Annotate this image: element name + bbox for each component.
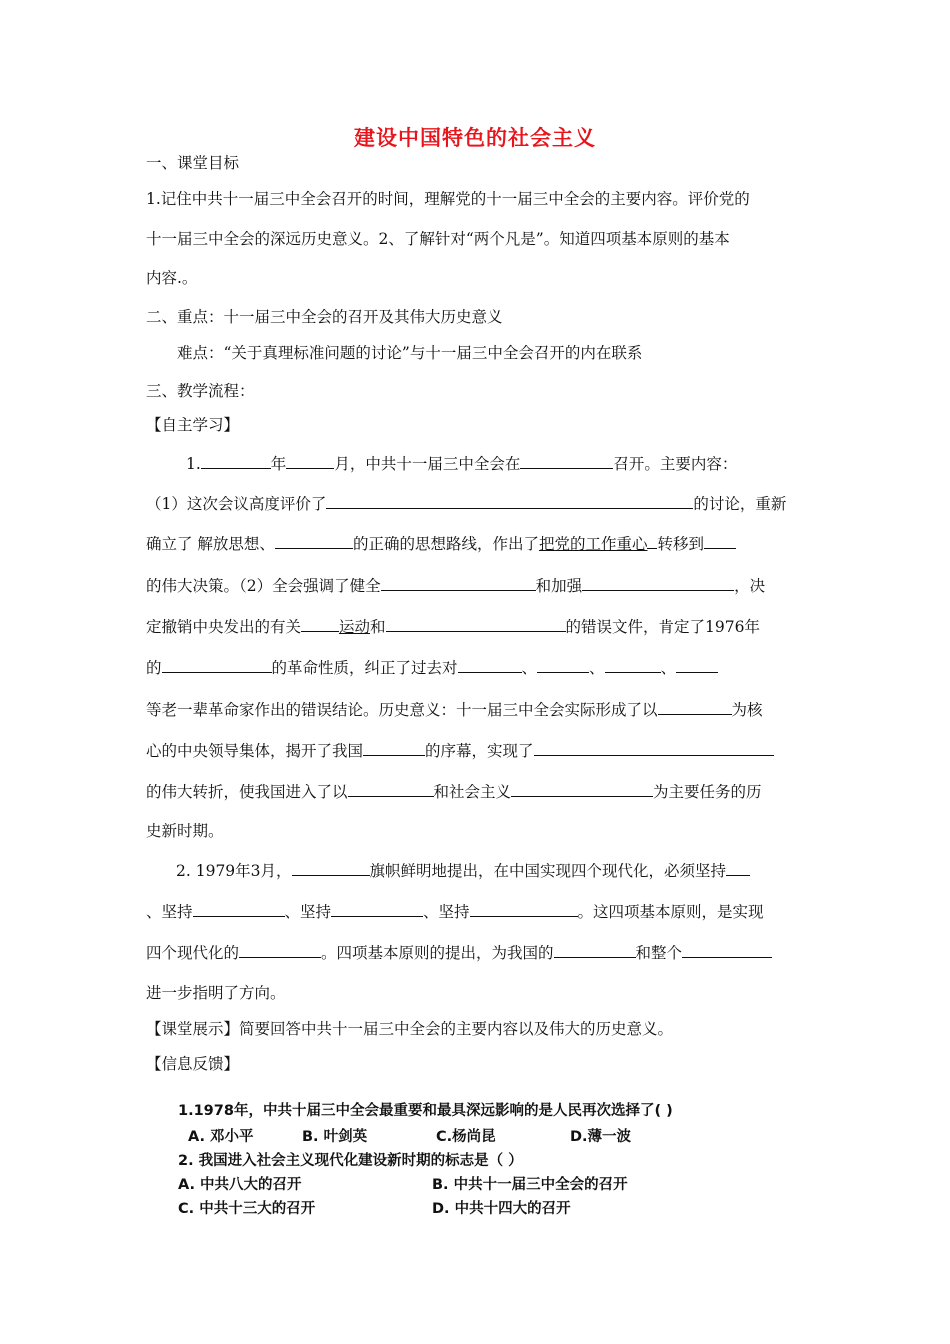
blank-task-2[interactable] xyxy=(511,780,653,797)
part2-line-3: 四个现代化的 。四项基本原则的提出，为我国的 和整个 xyxy=(146,941,806,963)
goals-line-2: 十一届三中全会的深远历史意义。2、了解针对“两个凡是”。知道四项基本原则的基本 xyxy=(146,230,730,248)
q2-option-d[interactable]: D. 中共十四大的召开 xyxy=(432,1201,571,1217)
section-goals-heading: 一、课堂目标 xyxy=(146,154,240,172)
blank-month[interactable] xyxy=(286,452,334,469)
q2-option-b[interactable]: B. 中共十一届三中全会的召开 xyxy=(432,1177,628,1193)
goals-line-3: 内容.。 xyxy=(146,269,198,287)
fill-line-10: 史新时期。 xyxy=(146,822,224,840)
blank-person-3[interactable] xyxy=(605,656,661,673)
q2-option-a[interactable]: A. 中共八大的召开 xyxy=(178,1177,302,1193)
blank-country-task[interactable] xyxy=(554,941,636,958)
part2-line-1: 2. 1979年3月， 旗帜鲜明地提出，在中国实现四个现代化，必须坚持 xyxy=(176,859,836,881)
blank-event[interactable] xyxy=(162,656,272,673)
blank-movement[interactable] xyxy=(386,615,566,632)
q1-option-d[interactable]: D.薄一波 xyxy=(570,1129,632,1145)
part2-line-2: 、坚持 、坚持 、坚持 。这四项基本原则，是实现 xyxy=(146,900,806,922)
blank-principle-2[interactable] xyxy=(193,900,285,917)
fill-line-4: 的伟大决策。（2）全会强调了健全 和加强 ，决 xyxy=(146,574,806,596)
key-point: 二、重点：十一届三中全会的召开及其伟大历史意义 xyxy=(146,308,503,326)
fill-line-7: 等老一辈革命家作出的错误结论。历史意义：十一届三中全会实际形成了以 为核 xyxy=(146,698,806,720)
blank-principle-1[interactable] xyxy=(726,859,750,876)
difficult-point: 难点：“关于真理标准问题的讨论”与十一届三中全会召开的内在联系 xyxy=(177,344,643,362)
blank-undertaking[interactable] xyxy=(682,941,772,958)
blank-principle-4[interactable] xyxy=(470,900,578,917)
fill-line-5: 定撤销中央发出的有关 运动和 的错误文件，肯定了1976年 xyxy=(146,615,806,637)
blank-core-leader[interactable] xyxy=(658,698,732,715)
blank-strengthen-1[interactable] xyxy=(381,574,536,591)
blank-ideology[interactable] xyxy=(275,532,353,549)
q1-option-a[interactable]: A. 邓小平 xyxy=(188,1129,254,1145)
blank-transition[interactable] xyxy=(534,739,774,756)
blank-shift-target[interactable] xyxy=(704,532,736,549)
self-study-label: 【自主学习】 xyxy=(146,416,240,434)
blank-principle-3[interactable] xyxy=(331,900,423,917)
blank-strengthen-2[interactable] xyxy=(582,574,734,591)
fill-line-3: 确立了 解放思想、 的正确的思想路线，作出了把党的工作重心 转移到 xyxy=(146,532,806,554)
blank-foundation[interactable] xyxy=(239,941,321,958)
blank-person-4[interactable] xyxy=(676,656,718,673)
fill-line-6: 的 的革命性质，纠正了过去对 、 、 、 xyxy=(146,656,806,678)
feedback-label: 【信息反馈】 xyxy=(146,1055,240,1073)
q1-option-b[interactable]: B. 叶剑英 xyxy=(302,1129,368,1145)
fill-line-9: 的伟大转折，使我国进入了以 和社会主义 为主要任务的历 xyxy=(146,780,806,802)
blank-person-2[interactable] xyxy=(537,656,589,673)
part2-line-4: 进一步指明了方向。 xyxy=(146,984,286,1002)
blank-year[interactable] xyxy=(201,452,271,469)
class-display: 【课堂展示】简要回答中共十一届三中全会的主要内容以及伟大的历史意义。 xyxy=(146,1020,674,1038)
q2-option-c[interactable]: C. 中共十三大的召开 xyxy=(178,1201,316,1217)
fill-line-1: 1. 年 月，中共十一届三中全会在 召开。主要内容： xyxy=(186,452,846,474)
q1-option-c[interactable]: C.杨尚昆 xyxy=(436,1129,496,1145)
section-process-heading: 三、教学流程： xyxy=(146,382,255,400)
blank-reform[interactable] xyxy=(363,739,425,756)
question-2: 2. 我国进入社会主义现代化建设新时期的标志是（ ） xyxy=(178,1153,523,1169)
page-title: 建设中国特色的社会主义 xyxy=(354,126,596,150)
blank-person-proposer[interactable] xyxy=(292,859,370,876)
blank-task-1[interactable] xyxy=(348,780,434,797)
fill-line-2: （1）这次会议高度评价了 的讨论，重新 xyxy=(146,492,806,514)
blank-person-1[interactable] xyxy=(458,656,522,673)
question-1: 1.1978年，中共十届三中全会最重要和最具深远影响的是人民再次选择了( ) xyxy=(178,1103,673,1119)
blank-discussion[interactable] xyxy=(326,492,693,509)
fill-line-8: 心的中央领导集体，揭开了我国 的序幕，实现了 xyxy=(146,739,806,761)
blank-location[interactable] xyxy=(520,452,613,469)
goals-line-1: 1.记住中共十一届三中全会召开的时间，理解党的十一届三中全会的主要内容。评价党的 xyxy=(146,190,750,208)
